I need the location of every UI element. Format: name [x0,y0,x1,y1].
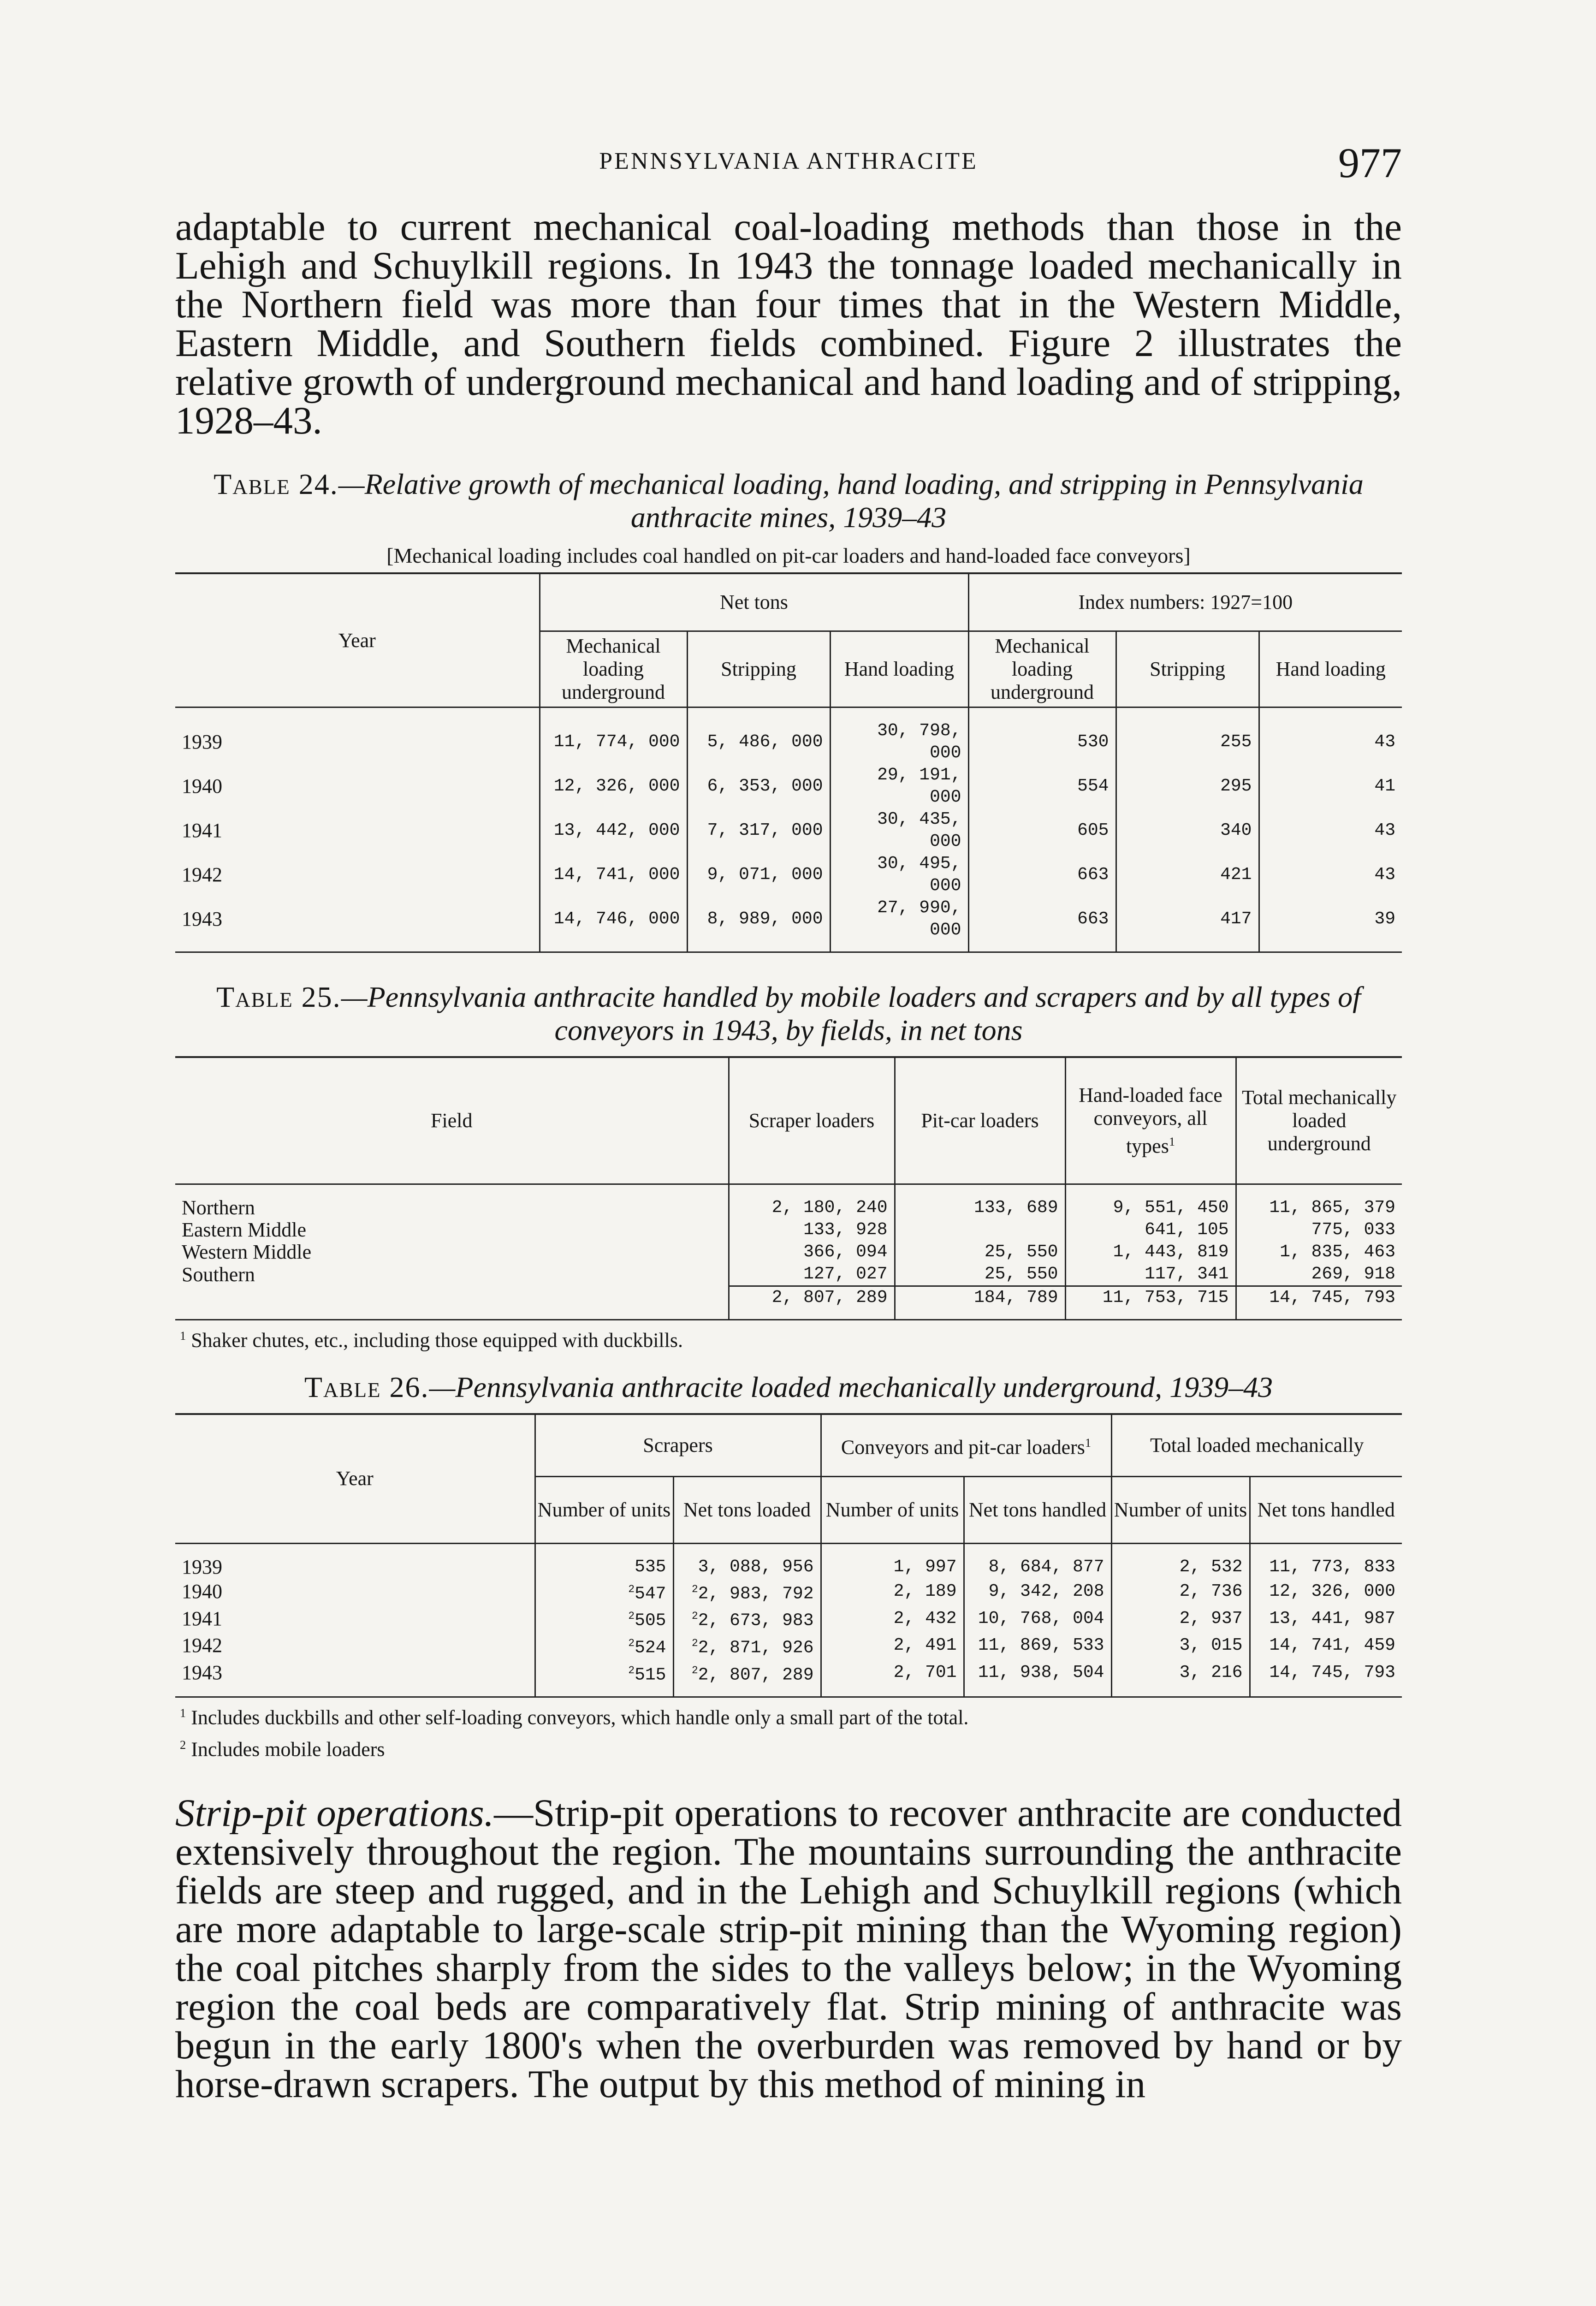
table24-col: Mechanical loading underground [968,631,1116,707]
table-row: 1940 $^2$547 $^2$2, 983, 792 2, 189 9, 342, 208 2, 736 12, 326, 000 [175,1578,1402,1605]
table24-col: Mechanical loading underground [540,631,687,707]
table24-group-net: Net tons [540,573,968,631]
table24-headnote: [Mechanical loading includes coal handled on pit-car loaders and hand-loaded face conveyors] [386,544,1191,567]
table25-col: Total mechanically loaded underground [1236,1057,1402,1184]
table-row: Western Middle 366, 094 25, 550 1, 443, 819 1, 835, 463 [175,1241,1402,1263]
table-row: 1942 14, 741, 000 9, 071, 000 30, 495, 000 663 421 43 [175,853,1402,897]
table25-footnote: $^1$ Shaker chutes, etc., including those equipped with duckbills. [180,1329,683,1352]
table26-footnote-1: $^1$ Includes duckbills and other self-loading conveyors, which handle only a small part of the total. [180,1706,969,1729]
page-number: 977 [1338,139,1402,186]
table26-col: Net tons handled [964,1476,1111,1543]
table-row: Northern 2, 180, 240 133, 689 9, 551, 450 11, 865, 379 [175,1184,1402,1219]
table26-col: Number of units [821,1476,964,1543]
table26-group-total: Total loaded mechanically [1111,1414,1402,1477]
page [175,138,1402,2104]
table24-col: Stripping [1116,631,1259,707]
intro-paragraph: adaptable to current mechanical coal-loading methods than those in the Lehigh and Schuylkill regions. In 1943 the tonnage loaded mechanically in the Northern field was more than four times that in the Western Middle, Eastern Middle, and Southern fields combined. Figure 2 illustrates the relative growth of underground mechanical and hand loading and of stripping, 1928–43. [175,205,1402,442]
table25-total-row: 2, 807, 289 184, 789 11, 753, 715 14, 745, 793 [175,1286,1402,1320]
table26-label: Table 26. [304,1370,429,1403]
table26-group-scrapers: Scrapers [535,1414,821,1477]
table26-footnote-2: $^2$ Includes mobile loaders [180,1737,385,1761]
table25-label: Table 25. [216,981,341,1013]
table24 [175,572,1402,953]
table-row: 1942 $^2$524 $^2$2, 871, 926 2, 491 11, 869, 533 3, 015 14, 741, 459 [175,1632,1402,1659]
table26-title: —Pennsylvania anthracite loaded mechanically underground, 1939–43 [429,1370,1273,1403]
table24-year-header: Year [175,573,540,707]
table24-group-index: Index numbers: 1927=100 [968,573,1402,631]
table24-caption [175,468,1402,534]
table24-title: —Relative growth of mechanical loading, hand loading, and stripping in Pennsylvania anthracite mines, 1939–43 [338,468,1364,534]
page-header [175,138,1402,189]
table25-col: Pit-car loaders [895,1057,1065,1184]
table26-year-header: Year [175,1414,535,1544]
table26-col: Number of units [1111,1476,1250,1543]
table26 [175,1413,1402,1698]
table-row: 1939 535 3, 088, 956 1, 997 8, 684, 877 2, 532 11, 773, 833 [175,1543,1402,1578]
table25-title: —Pennsylvania anthracite handled by mobile loaders and scrapers and by all types of conveyors in 1943, by fields, in net tons [341,981,1361,1046]
table-row: 1941 13, 442, 000 7, 317, 000 30, 435, 000 605 340 43 [175,808,1402,853]
table-row: Southern 127, 027 25, 550 117, 341 269, 918 [175,1263,1402,1286]
table25-col: Hand-loaded face conveyors, all types$^1$ [1065,1057,1236,1184]
table-row: 1939 11, 774, 000 5, 486, 000 30, 798, 000 530 255 43 [175,707,1402,765]
table-row: 1943 $^2$515 $^2$2, 807, 289 2, 701 11, 938, 504 3, 216 14, 745, 793 [175,1659,1402,1697]
table25-col: Scraper loaders [729,1057,895,1184]
table25-caption [175,981,1402,1047]
table-row: Eastern Middle 133, 928 641, 105 775, 033 [175,1219,1402,1241]
table25-field-header: Field [175,1057,729,1184]
table-row: 1943 14, 746, 000 8, 989, 000 27, 990, 000 663 417 39 [175,897,1402,952]
table26-col: Number of units [535,1476,673,1543]
running-head: PENNSYLVANIA ANTHRACITE [599,148,978,174]
strip-pit-text: —Strip-pit operations to recover anthracite are conducted extensively throughout the region. The mountains surrounding the anthracite fields are steep and rugged, and in the Lehigh and Schuylkill regions (which are more adaptable to large-scale strip-pit mining than the Wyoming region) the coal pitches sharply from the sides to the valleys below; in the Wyoming region the coal beds are comparatively flat. Strip mining of anthracite was begun in the early 1800's when the overburden was removed by hand or by horse-drawn scrapers. The output by this method of mining in [175,1791,1402,2106]
table26-group-conveyors: Conveyors and pit-car loaders$^1$ [821,1414,1111,1477]
strip-pit-heading: Strip-pit operations. [175,1791,494,1835]
table24-col: Hand loading [1259,631,1402,707]
table26-col: Net tons loaded [673,1476,821,1543]
table-row: 1940 12, 326, 000 6, 353, 000 29, 191, 000 554 295 41 [175,764,1402,808]
table-row: 1941 $^2$505 $^2$2, 673, 983 2, 432 10, 768, 004 2, 937 13, 441, 987 [175,1605,1402,1632]
table25 [175,1056,1402,1320]
table26-col: Net tons handled [1250,1476,1402,1543]
table24-col: Hand loading [830,631,968,707]
table24-col: Stripping [687,631,830,707]
strip-pit-paragraph [175,1791,1402,2106]
table26-caption [175,1371,1402,1404]
table24-label: Table 24. [214,468,338,500]
